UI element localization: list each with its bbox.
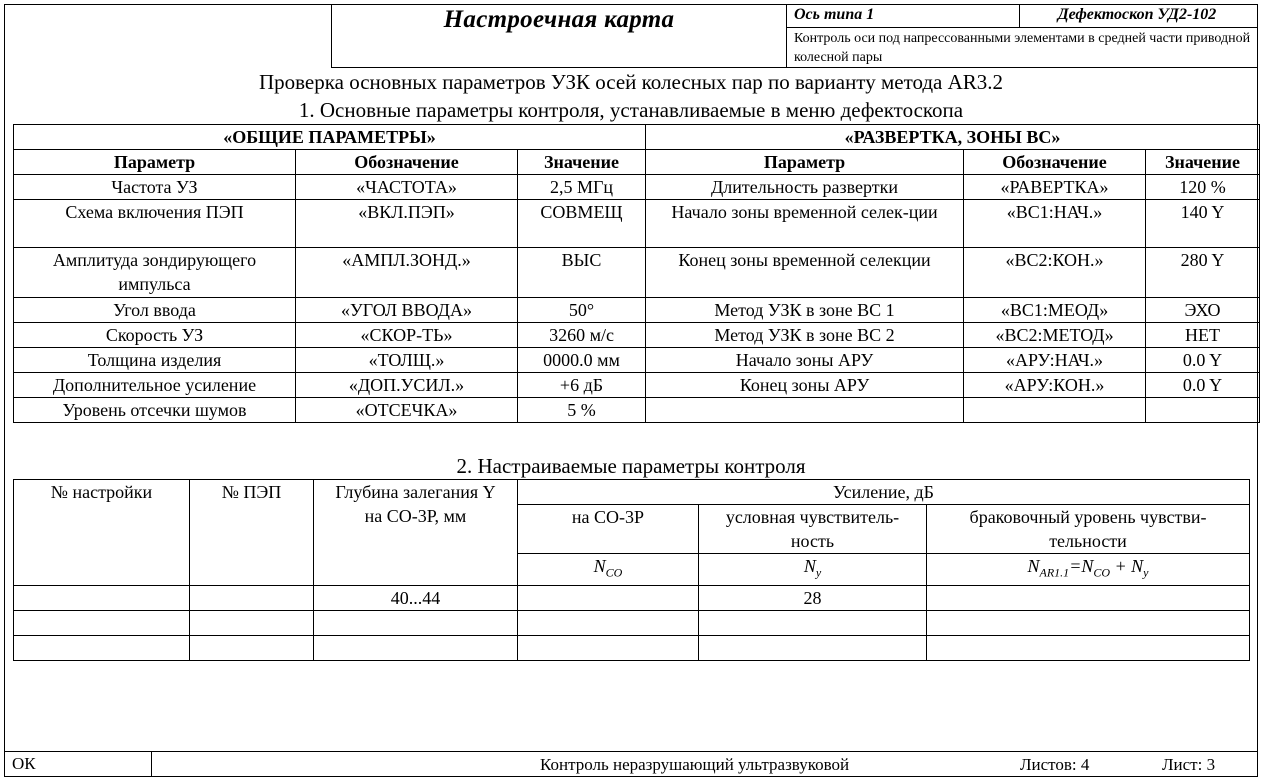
table-row bbox=[14, 200, 1260, 248]
cell-rejection bbox=[927, 610, 1250, 635]
param-name: Амплитуда зондирующего импульса bbox=[14, 248, 296, 298]
param-code: «ДОП.УСИЛ.» bbox=[296, 373, 518, 398]
param-code: «ВС2:КОН.» bbox=[964, 248, 1146, 298]
param-code: «СКОР-ТЬ» bbox=[296, 323, 518, 348]
cell-gain-co bbox=[518, 610, 699, 635]
column-header-rejection-level: браковочный уровень чувстви-тельности bbox=[927, 505, 1250, 554]
cell-rejection bbox=[927, 635, 1250, 660]
cell-conditional bbox=[699, 610, 927, 635]
cell-setting bbox=[14, 585, 190, 610]
section2-heading: 2. Настраиваемые параметры контроля bbox=[456, 454, 806, 478]
param-code: «АРУ:НАЧ.» bbox=[964, 348, 1146, 373]
column-header-designation: Обозначение bbox=[964, 150, 1146, 175]
column-header-setting-number: № настройки bbox=[14, 480, 190, 586]
table-row bbox=[14, 248, 1260, 298]
param-code: «ВС2:МЕТОД» bbox=[964, 323, 1146, 348]
header-mid-line bbox=[786, 27, 1258, 28]
column-header-conditional-sensitivity: условная чувствитель-ность bbox=[699, 505, 927, 554]
param-name: Уровень отсечки шумов bbox=[14, 398, 296, 423]
footer-divider bbox=[151, 751, 152, 777]
cell-gain-co bbox=[518, 585, 699, 610]
tuning-parameters-table bbox=[13, 479, 1250, 661]
param-name: Схема включения ПЭП bbox=[14, 200, 296, 248]
header-divider-device bbox=[1019, 4, 1020, 28]
column-header-co3r: на СО-3Р bbox=[518, 505, 699, 554]
param-value: 0.0 Y bbox=[1146, 373, 1260, 398]
main-heading: Проверка основных параметров УЗК осей колесных пар по варианту метода AR3.2 bbox=[258, 70, 1004, 94]
param-code: «УГОЛ ВВОДА» bbox=[296, 298, 518, 323]
param-name: Метод УЗК в зоне ВС 2 bbox=[646, 323, 964, 348]
param-name: Начало зоны АРУ bbox=[646, 348, 964, 373]
symbol-n-ar: $N_{AR1.1}=N_{CO} + N_y$ bbox=[927, 554, 1250, 586]
param-code: «ВС1:НАЧ.» bbox=[964, 200, 1146, 248]
header-divider-right bbox=[786, 4, 787, 68]
param-code: «ВКЛ.ПЭП» bbox=[296, 200, 518, 248]
param-value: НЕТ bbox=[1146, 323, 1260, 348]
table-row bbox=[14, 398, 1260, 423]
column-header-parameter: Параметр bbox=[14, 150, 296, 175]
param-code bbox=[964, 398, 1146, 423]
main-parameters-table bbox=[13, 124, 1260, 423]
column-header-depth: Глубина залегания Y на СО-3Р, мм bbox=[314, 480, 518, 586]
cell-depth bbox=[314, 635, 518, 660]
footer-sheet-count: Листов: 4 bbox=[1020, 755, 1090, 774]
axle-type: Ось типа 1 bbox=[794, 6, 875, 23]
table-row bbox=[14, 635, 1250, 660]
cell-setting bbox=[14, 635, 190, 660]
table-row bbox=[14, 585, 1250, 610]
param-code: «РАВЕРТКА» bbox=[964, 175, 1146, 200]
param-value: ЭХО bbox=[1146, 298, 1260, 323]
cell-rejection bbox=[927, 585, 1250, 610]
table-row bbox=[14, 175, 1260, 200]
param-value: 3260 м/с bbox=[518, 323, 646, 348]
footer-sheet-number: Лист: 3 bbox=[1162, 755, 1216, 774]
param-name: Толщина изделия bbox=[14, 348, 296, 373]
table-row bbox=[14, 610, 1250, 635]
param-name: Угол ввода bbox=[14, 298, 296, 323]
column-header-designation: Обозначение bbox=[296, 150, 518, 175]
column-header-parameter: Параметр bbox=[646, 150, 964, 175]
param-value: 2,5 МГц bbox=[518, 175, 646, 200]
param-value: 0.0 Y bbox=[1146, 348, 1260, 373]
table-row bbox=[14, 298, 1260, 323]
cell-conditional: 28 bbox=[699, 585, 927, 610]
section1-heading: 1. Основные параметры контроля, устанавливаемые в меню дефектоскопа bbox=[298, 98, 964, 122]
cell-conditional bbox=[699, 635, 927, 660]
cell-depth bbox=[314, 610, 518, 635]
param-name: Конец зоны АРУ bbox=[646, 373, 964, 398]
cell-probe bbox=[190, 610, 314, 635]
cell-setting bbox=[14, 610, 190, 635]
param-value: 280 Y bbox=[1146, 248, 1260, 298]
param-value bbox=[1146, 398, 1260, 423]
card-title: Настроечная карта bbox=[443, 6, 675, 33]
table-row bbox=[14, 323, 1260, 348]
param-name: Конец зоны временной селекции bbox=[646, 248, 964, 298]
column-header-gain: Усиление, дБ bbox=[518, 480, 1250, 505]
param-code: «ВС1:МЕОД» bbox=[964, 298, 1146, 323]
param-code: «АРУ:КОН.» bbox=[964, 373, 1146, 398]
param-name: Длительность развертки bbox=[646, 175, 964, 200]
param-name: Скорость УЗ bbox=[14, 323, 296, 348]
footer-title: Контроль неразрушающий ультразвуковой bbox=[540, 755, 850, 774]
table-row bbox=[14, 373, 1260, 398]
cell-gain-co bbox=[518, 635, 699, 660]
symbol-n-co: $N_{CO}$ bbox=[518, 554, 699, 586]
param-value: СОВМЕЩ bbox=[518, 200, 646, 248]
param-code: «ЧАСТОТА» bbox=[296, 175, 518, 200]
param-name: Метод УЗК в зоне ВС 1 bbox=[646, 298, 964, 323]
sweep-zones-header: «РАЗВЕРТКА, ЗОНЫ ВС» bbox=[646, 125, 1260, 150]
cell-probe bbox=[190, 635, 314, 660]
param-name: Дополнительное усиление bbox=[14, 373, 296, 398]
column-header-value: Значение bbox=[1146, 150, 1260, 175]
column-header-probe-number: № ПЭП bbox=[190, 480, 314, 586]
param-value: ВЫС bbox=[518, 248, 646, 298]
param-value: 140 Y bbox=[1146, 200, 1260, 248]
param-name: Начало зоны временной селек-ции bbox=[646, 200, 964, 248]
header-bottom-line bbox=[331, 67, 1258, 68]
param-value: +6 дБ bbox=[518, 373, 646, 398]
param-value: 0000.0 мм bbox=[518, 348, 646, 373]
param-name bbox=[646, 398, 964, 423]
param-code: «ОТСЕЧКА» bbox=[296, 398, 518, 423]
control-description: Контроль оси под напрессованными элементами в средней части приводной колесной пары bbox=[794, 31, 1251, 65]
cell-probe bbox=[190, 585, 314, 610]
table-row bbox=[14, 348, 1260, 373]
column-header-value: Значение bbox=[518, 150, 646, 175]
param-code: «АМПЛ.ЗОНД.» bbox=[296, 248, 518, 298]
symbol-n-y: $N_y$ bbox=[699, 554, 927, 586]
cell-depth: 40...44 bbox=[314, 585, 518, 610]
param-value: 50° bbox=[518, 298, 646, 323]
device-name: Дефектоскоп УД2-102 bbox=[1057, 6, 1217, 23]
param-value: 5 % bbox=[518, 398, 646, 423]
param-code: «ТОЛЩ.» bbox=[296, 348, 518, 373]
footer-code: ОК bbox=[12, 754, 36, 773]
param-value: 120 % bbox=[1146, 175, 1260, 200]
footer-top-line bbox=[4, 751, 1258, 752]
param-name: Частота УЗ bbox=[14, 175, 296, 200]
general-parameters-header: «ОБЩИЕ ПАРАМЕТРЫ» bbox=[14, 125, 646, 150]
